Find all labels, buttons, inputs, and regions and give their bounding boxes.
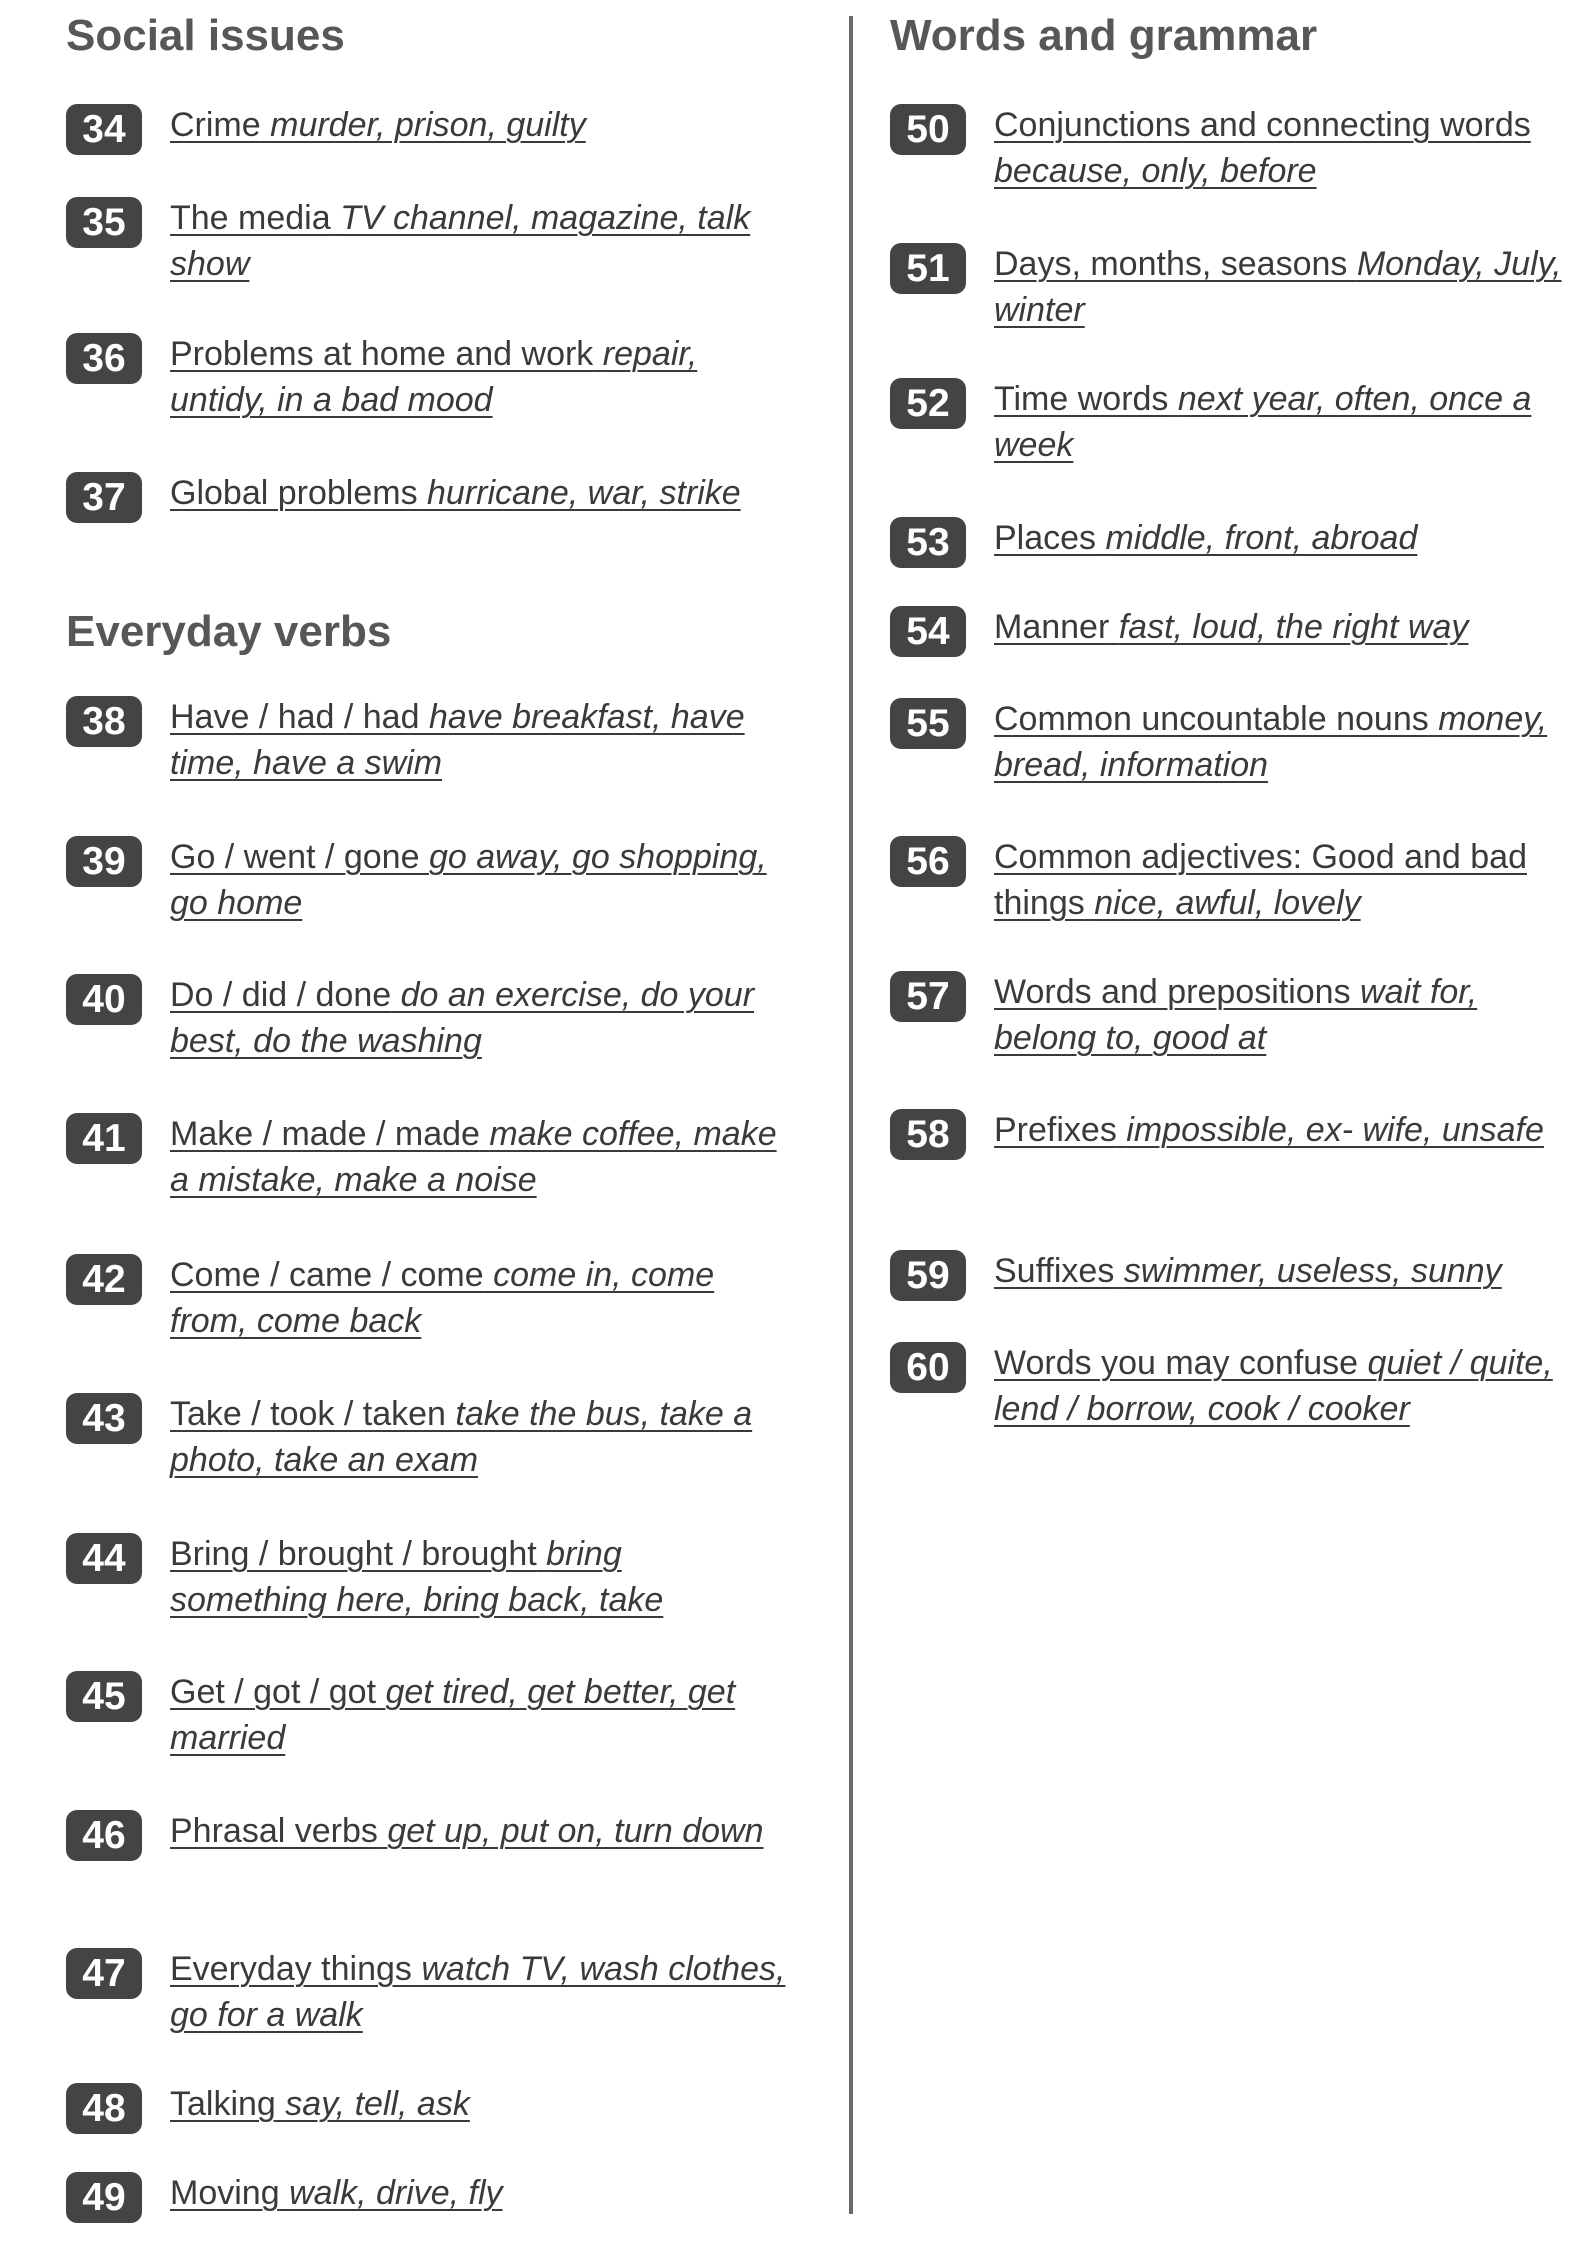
unit-examples: fast, loud, the right way xyxy=(1118,608,1469,646)
unit-number-badge: 53 xyxy=(890,517,966,568)
unit-number-badge: 54 xyxy=(890,606,966,657)
unit-examples: come in, come from, come back xyxy=(170,1256,715,1340)
unit-examples: next year, often, once a week xyxy=(994,380,1532,464)
unit-topic: Problems at home and work xyxy=(170,335,594,373)
unit-examples: swimmer, useless, sunny xyxy=(1123,1252,1502,1290)
unit-link[interactable] xyxy=(170,331,786,423)
unit-examples: go away, go shopping, go home xyxy=(170,838,767,922)
unit-number-badge: 43 xyxy=(66,1393,142,1444)
unit-link[interactable] xyxy=(170,1531,786,1623)
unit-topic: Take / took / taken xyxy=(170,1395,446,1433)
unit-link[interactable] xyxy=(994,696,1580,788)
unit-topic: Places xyxy=(994,519,1097,557)
unit-number-badge: 44 xyxy=(66,1533,142,1584)
unit-examples: repair, untidy, in a bad mood xyxy=(170,335,698,419)
unit-examples: have breakfast, have time, have a swim xyxy=(170,698,745,782)
unit-examples: quiet / quite, lend / borrow, cook / cooker xyxy=(994,1344,1553,1428)
unit-examples: make coffee, make a mistake, make a noise xyxy=(170,1115,777,1199)
unit-number-badge: 37 xyxy=(66,472,142,523)
unit-link[interactable] xyxy=(994,604,1580,650)
unit-link[interactable] xyxy=(994,1248,1580,1294)
unit-number-badge: 50 xyxy=(890,104,966,155)
unit-topic: Moving xyxy=(170,2174,280,2212)
unit-link[interactable] xyxy=(994,515,1580,561)
unit-number-badge: 42 xyxy=(66,1254,142,1305)
unit-number-badge: 45 xyxy=(66,1671,142,1722)
section-title-everyday-verbs: Everyday verbs xyxy=(66,607,392,656)
unit-number-badge: 48 xyxy=(66,2083,142,2134)
unit-examples: impossible, ex- wife, unsafe xyxy=(1126,1111,1544,1149)
unit-link[interactable] xyxy=(170,102,786,148)
unit-number-badge: 51 xyxy=(890,243,966,294)
unit-number-badge: 35 xyxy=(66,197,142,248)
unit-link[interactable] xyxy=(170,1252,786,1344)
unit-examples: get tired, get better, get married xyxy=(170,1673,736,1757)
unit-examples: watch TV, wash clothes, go for a walk xyxy=(170,1950,786,2034)
unit-topic: Make / made / made xyxy=(170,1115,480,1153)
unit-examples: nice, awful, lovely xyxy=(1094,884,1361,922)
unit-link[interactable] xyxy=(994,1340,1580,1432)
unit-number-badge: 55 xyxy=(890,698,966,749)
unit-examples: hurricane, war, strike xyxy=(427,474,741,512)
unit-number-badge: 34 xyxy=(66,104,142,155)
unit-number-badge: 36 xyxy=(66,333,142,384)
unit-number-badge: 59 xyxy=(890,1250,966,1301)
unit-topic: Common uncountable nouns xyxy=(994,700,1429,738)
unit-examples: do an exercise, do your best, do the washing xyxy=(170,976,755,1060)
unit-examples: get up, put on, turn down xyxy=(387,1812,764,1850)
unit-topic: The media xyxy=(170,199,331,237)
unit-topic: Conjunctions and connecting words xyxy=(994,106,1531,144)
unit-topic: Talking xyxy=(170,2085,276,2123)
unit-topic: Phrasal verbs xyxy=(170,1812,378,1850)
unit-topic: Go / went / gone xyxy=(170,838,420,876)
unit-link[interactable] xyxy=(170,972,786,1064)
unit-link[interactable] xyxy=(170,1111,786,1203)
unit-number-badge: 38 xyxy=(66,696,142,747)
unit-examples: because, only, before xyxy=(994,152,1317,190)
unit-number-badge: 52 xyxy=(890,378,966,429)
unit-link[interactable] xyxy=(994,241,1580,333)
unit-topic: Time words xyxy=(994,380,1169,418)
unit-link[interactable] xyxy=(994,1107,1580,1153)
unit-link[interactable] xyxy=(170,1808,786,1854)
unit-topic: Words you may confuse xyxy=(994,1344,1359,1382)
unit-topic: Bring / brought / brought xyxy=(170,1535,537,1573)
unit-topic: Have / had / had xyxy=(170,698,420,736)
unit-number-badge: 39 xyxy=(66,836,142,887)
unit-link[interactable] xyxy=(170,694,786,786)
unit-examples: wait for, belong to, good at xyxy=(994,973,1478,1057)
unit-link[interactable] xyxy=(170,2081,786,2127)
unit-link[interactable] xyxy=(170,195,786,287)
unit-link[interactable] xyxy=(170,1669,786,1761)
unit-number-badge: 56 xyxy=(890,836,966,887)
unit-number-badge: 60 xyxy=(890,1342,966,1393)
unit-examples: bring something here, bring back, take xyxy=(170,1535,664,1619)
unit-link[interactable] xyxy=(170,470,786,516)
unit-topic: Common adjectives: Good and bad things xyxy=(994,838,1527,922)
unit-examples: walk, drive, fly xyxy=(289,2174,503,2212)
unit-examples: say, tell, ask xyxy=(285,2085,470,2123)
unit-link[interactable] xyxy=(994,834,1580,926)
unit-topic: Crime xyxy=(170,106,261,144)
unit-topic: Everyday things xyxy=(170,1950,412,1988)
unit-number-badge: 58 xyxy=(890,1109,966,1160)
unit-link[interactable] xyxy=(170,834,786,926)
unit-topic: Global problems xyxy=(170,474,418,512)
unit-number-badge: 49 xyxy=(66,2172,142,2223)
unit-topic: Get / got / got xyxy=(170,1673,377,1711)
unit-link[interactable] xyxy=(994,969,1580,1061)
unit-examples: take the bus, take a photo, take an exam xyxy=(170,1395,753,1479)
column-divider xyxy=(849,16,853,2214)
section-title-words-and-grammar: Words and grammar xyxy=(890,11,1318,60)
unit-link[interactable] xyxy=(994,376,1580,468)
unit-topic: Come / came / come xyxy=(170,1256,484,1294)
unit-link[interactable] xyxy=(994,102,1580,194)
unit-link[interactable] xyxy=(170,1391,786,1483)
unit-number-badge: 46 xyxy=(66,1810,142,1861)
unit-topic: Do / did / done xyxy=(170,976,392,1014)
unit-examples: TV channel, magazine, talk show xyxy=(170,199,751,283)
unit-link[interactable] xyxy=(170,1946,786,2038)
unit-link[interactable] xyxy=(170,2170,786,2216)
unit-examples: Monday, July, winter xyxy=(994,245,1562,329)
unit-number-badge: 47 xyxy=(66,1948,142,1999)
unit-number-badge: 57 xyxy=(890,971,966,1022)
unit-topic: Words and prepositions xyxy=(994,973,1351,1011)
unit-examples: murder, prison, guilty xyxy=(270,106,586,144)
unit-topic: Prefixes xyxy=(994,1111,1117,1149)
section-title-social-issues: Social issues xyxy=(66,11,345,60)
unit-examples: money, bread, information xyxy=(994,700,1548,784)
unit-number-badge: 40 xyxy=(66,974,142,1025)
unit-topic: Suffixes xyxy=(994,1252,1115,1290)
unit-number-badge: 41 xyxy=(66,1113,142,1164)
unit-topic: Days, months, seasons xyxy=(994,245,1348,283)
unit-topic: Manner xyxy=(994,608,1110,646)
unit-examples: middle, front, abroad xyxy=(1105,519,1418,557)
